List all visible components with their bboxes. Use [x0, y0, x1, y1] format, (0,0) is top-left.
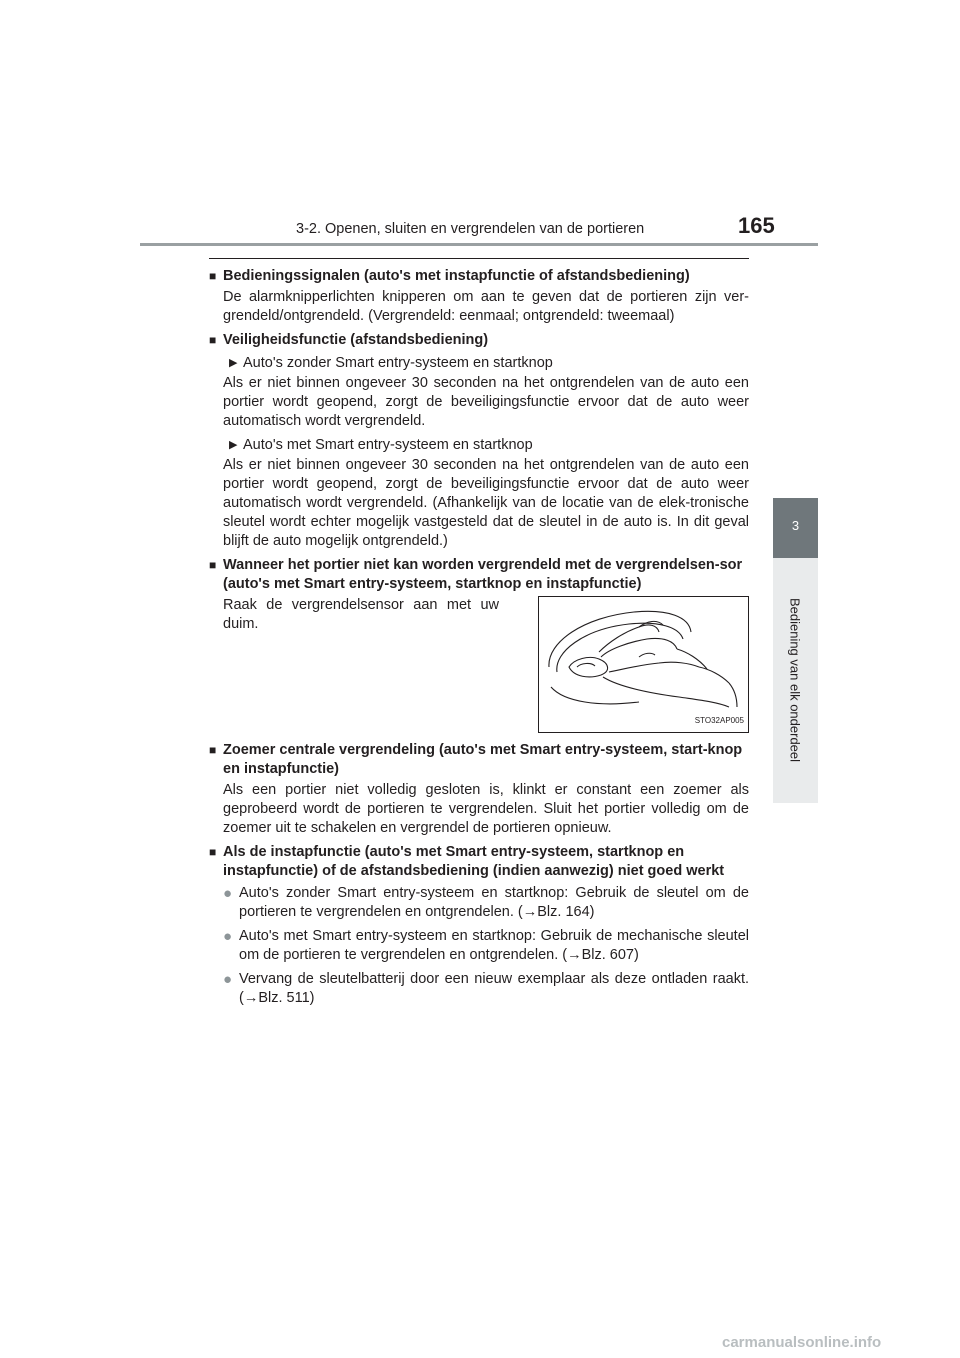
list-item-text: Vervang de sleutelbatterij door een nieuw exemplaar als deze ontladen raakt. (→Blz. 511)	[239, 971, 749, 1006]
lock-sensor-illustration	[538, 596, 749, 733]
section-title: Zoemer centrale vergrendeling (auto's met Smart entry-systeem, start-knop en instapfunctie)	[223, 742, 743, 777]
section-body: Als een portier niet volledig gesloten is, klinkt er constant een zoemer als geprobeerd wordt de portieren te vergrendelen. Sluit het portier volledig om de zoemer uit te schakelen en vergrendel de portieren opnieuw.	[223, 782, 749, 836]
page-number: 165	[738, 213, 775, 238]
header-rule	[140, 243, 818, 246]
content-rule	[209, 258, 749, 259]
list-item	[209, 970, 749, 1008]
watermark: carmanualsonline.info	[722, 1334, 882, 1351]
square-bullet-icon: ■	[209, 845, 217, 859]
section-heading	[209, 267, 749, 286]
chapter-title: 3-2. Openen, sluiten en vergrendelen van de portieren	[296, 221, 645, 237]
section-body: Als er niet binnen ongeveer 30 seconden na het ontgrendelen van de auto een portier wordt geopend, zorgt de beveiligingsfunctie ervoor dat de auto weer automatisch wordt vergrendeld. (Afhankelijk van de locatie van de elek-tronische sleutel wordt echter mogelijk vastgesteld dat de sleutel in de auto is. In dit geval blijft de auto mogelijk ontgrendeld.)	[223, 457, 749, 549]
section-title: Wanneer het portier niet kan worden vergrendeld met de vergrendelsen-sor (auto's met Smart entry-systeem, startknop en instapfunctie)	[223, 557, 743, 592]
list-item-text: Auto's zonder Smart entry-systeem en startknop: Gebruik de sleutel om de portieren te vergrendelen en ontgrendelen. (→Blz. 164)	[239, 885, 749, 920]
circle-bullet-icon: ●	[223, 971, 233, 988]
subheading-text: Auto's zonder Smart entry-systeem en startknop	[243, 355, 553, 371]
section-body: Raak de vergrendelsensor aan met uw duim.	[223, 597, 499, 632]
chapter-tab-number: 3	[791, 518, 800, 533]
section-heading	[209, 556, 749, 594]
chapter-tab-label: Bediening van elk onderdeel	[787, 597, 803, 763]
list-item	[209, 927, 749, 965]
square-bullet-icon: ■	[209, 743, 217, 757]
triangle-right-icon: ▶	[229, 357, 238, 369]
section-title: Als de instapfunctie (auto's met Smart entry-systeem, startknop en instapfunctie) of de afstandsbediening (indien aanwezig) niet goed werkt	[223, 844, 725, 879]
triangle-right-icon: ▶	[229, 439, 238, 451]
list-item-text: Auto's met Smart entry-systeem en startknop: Gebruik de mechanische sleutel om de portieren te vergrendelen en ontgrendelen. (→Blz. 607)	[239, 928, 749, 963]
circle-bullet-icon: ●	[223, 885, 233, 902]
subheading	[209, 436, 749, 455]
square-bullet-icon: ■	[209, 558, 217, 572]
section-heading	[209, 741, 749, 779]
figure-row	[209, 596, 749, 733]
section-heading	[209, 331, 749, 350]
chapter-tab	[773, 498, 818, 558]
section-heading	[209, 843, 749, 881]
subheading	[209, 354, 749, 373]
page-content	[209, 258, 749, 1013]
subheading-text: Auto's met Smart entry-systeem en startknop	[243, 437, 533, 453]
page-header	[0, 0, 960, 250]
section-title: Bedieningssignalen (auto's met instapfunctie of afstandsbediening)	[223, 268, 690, 284]
circle-bullet-icon: ●	[223, 928, 233, 945]
section-body: Als er niet binnen ongeveer 30 seconden na het ontgrendelen van de auto een portier wordt geopend, zorgt de beveiligingsfunctie ervoor dat de auto weer automatisch wordt vergrendeld.	[223, 375, 749, 429]
square-bullet-icon: ■	[209, 269, 217, 283]
list-item	[209, 884, 749, 922]
square-bullet-icon: ■	[209, 333, 217, 347]
figure-code: STO32AP005	[694, 716, 744, 725]
section-title: Veiligheidsfunctie (afstandsbediening)	[223, 332, 489, 348]
section-body: De alarmknipperlichten knipperen om aan te geven dat de portieren zijn ver-grendeld/ontgrendeld. (Vergrendeld: eenmaal; ontgrendeld: tweemaal)	[223, 289, 749, 324]
